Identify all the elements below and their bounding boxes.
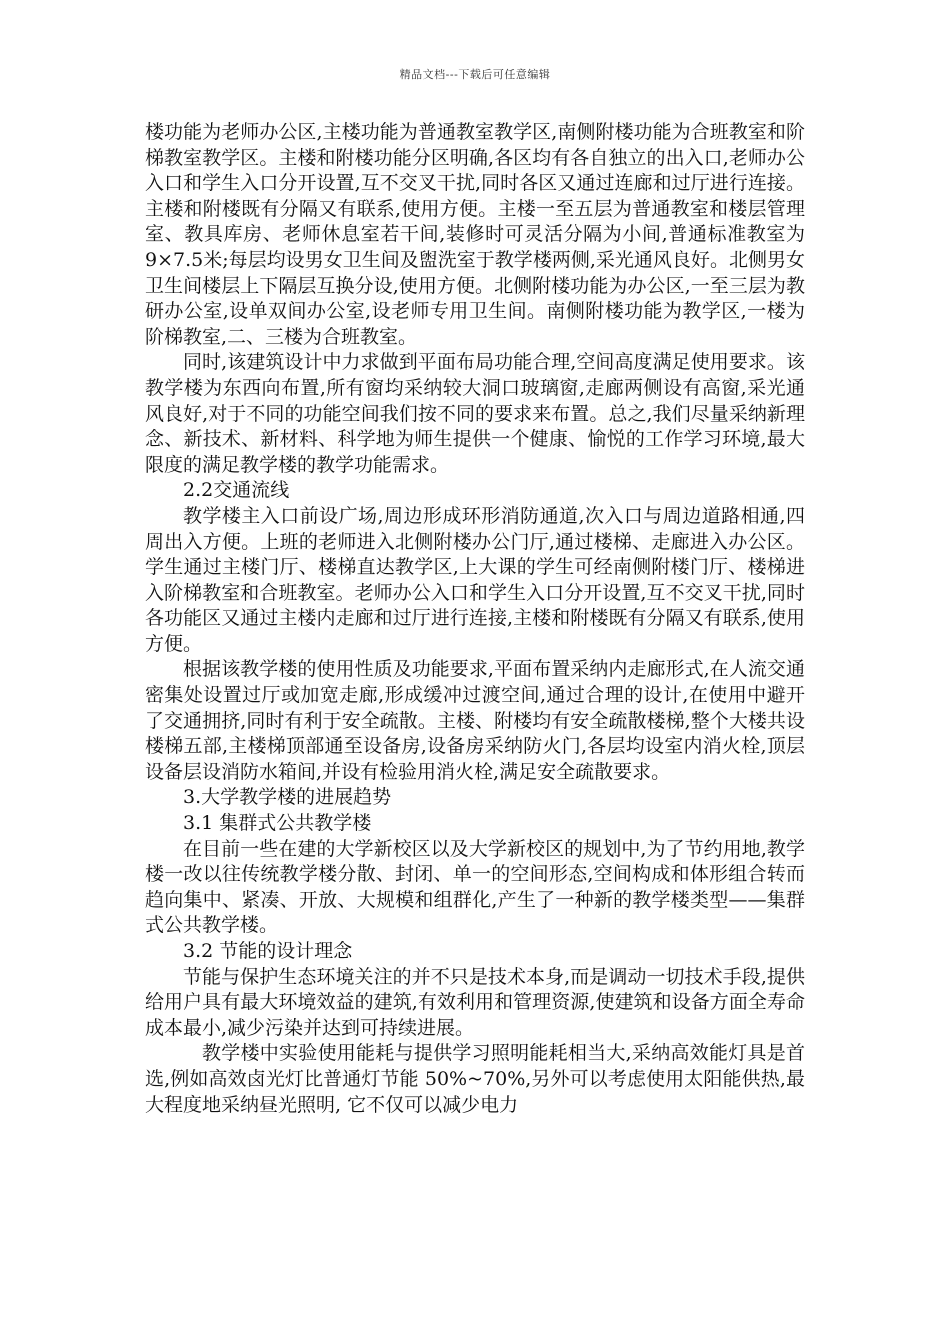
- paragraph-functional-zoning: 楼功能为老师办公区,主楼功能为普通教室教学区,南侧附楼功能为合班教室和阶梯教室教学区。主楼和附楼功能分区明确,各区均有各自独立的出入口,老师办公入口和学生入口分开设置,互不交叉干扰,同时各区又通过连廊和过厅进行连接。主楼和附楼既有分隔又有联系,使用方便。主楼一至五层为普通教室和楼层管理室、教具库房、老师休息室若干间,装修时可灵活分隔为小间,普通标准教室为9×7.5米;每层均设男女卫生间及盥洗室于教学楼两侧,采光通风良好。北侧男女卫生间楼层上下隔层互换分设,使用方便。北侧附楼功能为办公区,一至三层为教研办公室,设单双间办公室,设老师专用卫生间。南侧附楼功能为教学区,一楼为阶梯教室,二、三楼为合班教室。: [145, 121, 805, 348]
- section-heading-cluster: 3.1 集群式公共教学楼: [183, 812, 372, 835]
- section-heading-energy: 3.2 节能的设计理念: [183, 940, 353, 962]
- paragraph-lighting: 教学楼中实验使用能耗与提供学习照明能耗相当大,采纳高效能灯具是首选,例如高效卤光灯比普通灯节能 50%~70%,另外可以考虑使用太阳能供热,最大程度地采纳昼光照明, 它不仅可以减少电力: [145, 1042, 805, 1116]
- paragraph-cluster: 在目前一些在建的大学新校区以及大学新校区的规划中,为了节约用地,教学楼一改以往传统教学楼分散、封闭、单一的空间形态,空间构成和体形组合转而趋向集中、紧凑、开放、大规模和组群化,产生了一种新的教学楼类型——集群式公共教学楼。: [145, 837, 805, 937]
- section-heading-traffic-flow: 2.2交通流线: [183, 479, 290, 502]
- paragraph-layout: 同时,该建筑设计中力求做到平面布局功能合理,空间高度满足使用要求。该教学楼为东西向布置,所有窗均采纳较大洞口玻璃窗,走廊两侧设有高窗,采光通风良好,对于不同的功能空间我们按不同的要求来布置。总之,我们尽量采纳新理念、新技术、新材料、科学地为师生提供一个健康、愉悦的工作学习环境,最大限度的满足教学楼的教学功能需求。: [145, 351, 805, 476]
- paragraph-entrances: 教学楼主入口前设广场,周边形成环形消防通道,次入口与周边道路相通,四周出入方便。上班的老师进入北侧附楼办公门厅,通过楼梯、走廊进入办公区。学生通过主楼门厅、楼梯直达教学区,上大课的学生可经南侧附楼门厅、楼梯进入阶梯教室和合班教室。老师办公入口和学生入口分开设置,互不交叉干扰,同时各功能区又通过主楼内走廊和过厅进行连接,主楼和附楼既有分隔又有联系,使用方便。: [145, 504, 805, 655]
- paragraph-energy-concept: 节能与保护生态环境关注的并不只是技术本身,而是调动一切技术手段,提供给用户具有最大环境效益的建筑,有效利用和管理资源,使建筑和设备方面全寿命成本最小,减少污染并达到可持续进展。: [145, 965, 805, 1039]
- section-heading-trends: 3.大学教学楼的进展趋势: [183, 786, 392, 809]
- document-body: [145, 120, 805, 1118]
- paragraph-evacuation: 根据该教学楼的使用性质及功能要求,平面布置采纳内走廊形式,在人流交通密集处设置过厅或加宽走廊,形成缓冲过渡空间,通过合理的设计,在使用中避开了交通拥挤,同时有利于安全疏散。主楼、附楼均有安全疏散楼梯,整个大楼共设楼梯五部,主楼梯顶部通至设备房,设备房采纳防火门,各层均设室内消火栓,顶层设备层设消防水箱间,并设有检验用消火栓,满足安全疏散要求。: [145, 658, 805, 783]
- page-header: 精品文档---下载后可任意编辑: [399, 68, 551, 81]
